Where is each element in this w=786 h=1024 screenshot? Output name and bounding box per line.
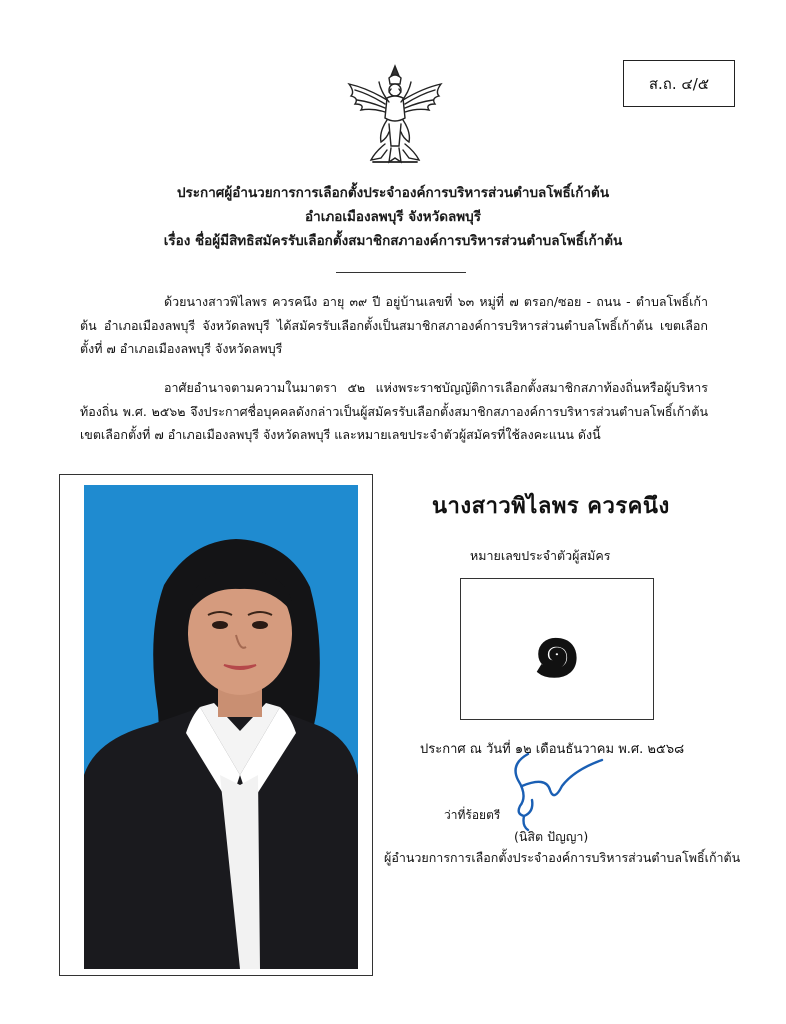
paragraph-1: ด้วยนางสาวพิไลพร ควรคนึง อายุ ๓๙ ปี อยู่บ้านเลขที่ ๖๓ หมู่ที่ ๗ ตรอก/ซอย - ถนน - ตำบลโพธิ์เก้าต้น อำเภอเมืองลพบุรี จังหวัดลพบุรี ได้สมัครรับเลือกตั้งเป็นสมาชิกสภาองค์การบริหารส่วนตำบลโพธิ์เก้าต้น เขตเลือกตั้งที่ ๗ อำเภอเมืองลพบุรี จังหวัดลพบุรี	[80, 294, 708, 356]
signer-rank: ว่าที่ร้อยตรี	[444, 808, 501, 822]
candidate-number-label: หมายเลขประจำตัวผู้สมัคร	[470, 548, 611, 563]
form-code: ส.ถ. ๔/๕	[648, 74, 710, 93]
paragraph-1-block	[80, 290, 708, 361]
header-line-2: อำเภอเมืองลพบุรี จังหวัดลพบุรี	[305, 209, 481, 225]
candidate-photo	[60, 475, 372, 975]
announcement-date: ประกาศ ณ วันที่ ๑๒ เดือนธันวาคม พ.ศ. ๒๕๖๘	[420, 742, 685, 757]
signer-name: (นิสิต ปัญญา)	[514, 829, 589, 844]
candidate-number: ๑	[530, 601, 584, 696]
form-code-box	[623, 60, 735, 107]
handwritten-signature	[498, 746, 608, 832]
signer-title: ผู้อำนวยการการเลือกตั้งประจำองค์การบริหารส่วนตำบลโพธิ์เก้าต้น	[384, 850, 741, 865]
header-line-1: ประกาศผู้อำนวยการการเลือกตั้งประจำองค์การบริหารส่วนตำบลโพธิ์เก้าต้น	[176, 185, 610, 201]
header-divider	[336, 272, 466, 273]
candidate-name: นางสาวพิไลพร ควรคนึง	[432, 494, 670, 519]
candidate-photo-frame	[59, 474, 373, 976]
header-line-3: เรื่อง ชื่อผู้มีสิทธิสมัครรับเลือกตั้งสมาชิกสภาองค์การบริหารส่วนตำบลโพธิ์เก้าต้น	[163, 233, 623, 249]
candidate-number-box	[460, 578, 654, 720]
garuda-emblem	[345, 62, 445, 168]
paragraph-2: อาศัยอำนาจตามความในมาตรา ๕๒ แห่งพระราชบัญญัติการเลือกตั้งสมาชิกสภาท้องถิ่นหรือผู้บริหารท้องถิ่น พ.ศ. ๒๕๖๒ จึงประกาศชื่อบุคคลดังกล่าวเป็นผู้สมัครรับเลือกตั้งสมาชิกสภาองค์การบริหารส่วนตำบลโพธิ์เก้าต้น เขตเลือกตั้งที่ ๗ อำเภอเมืองลพบุรี จังหวัดลพบุรี และหมายเลขประจำตัวผู้สมัครที่ใช้ลงคะแนน ดังนี้	[80, 380, 708, 442]
paragraph-2-block	[80, 376, 708, 447]
